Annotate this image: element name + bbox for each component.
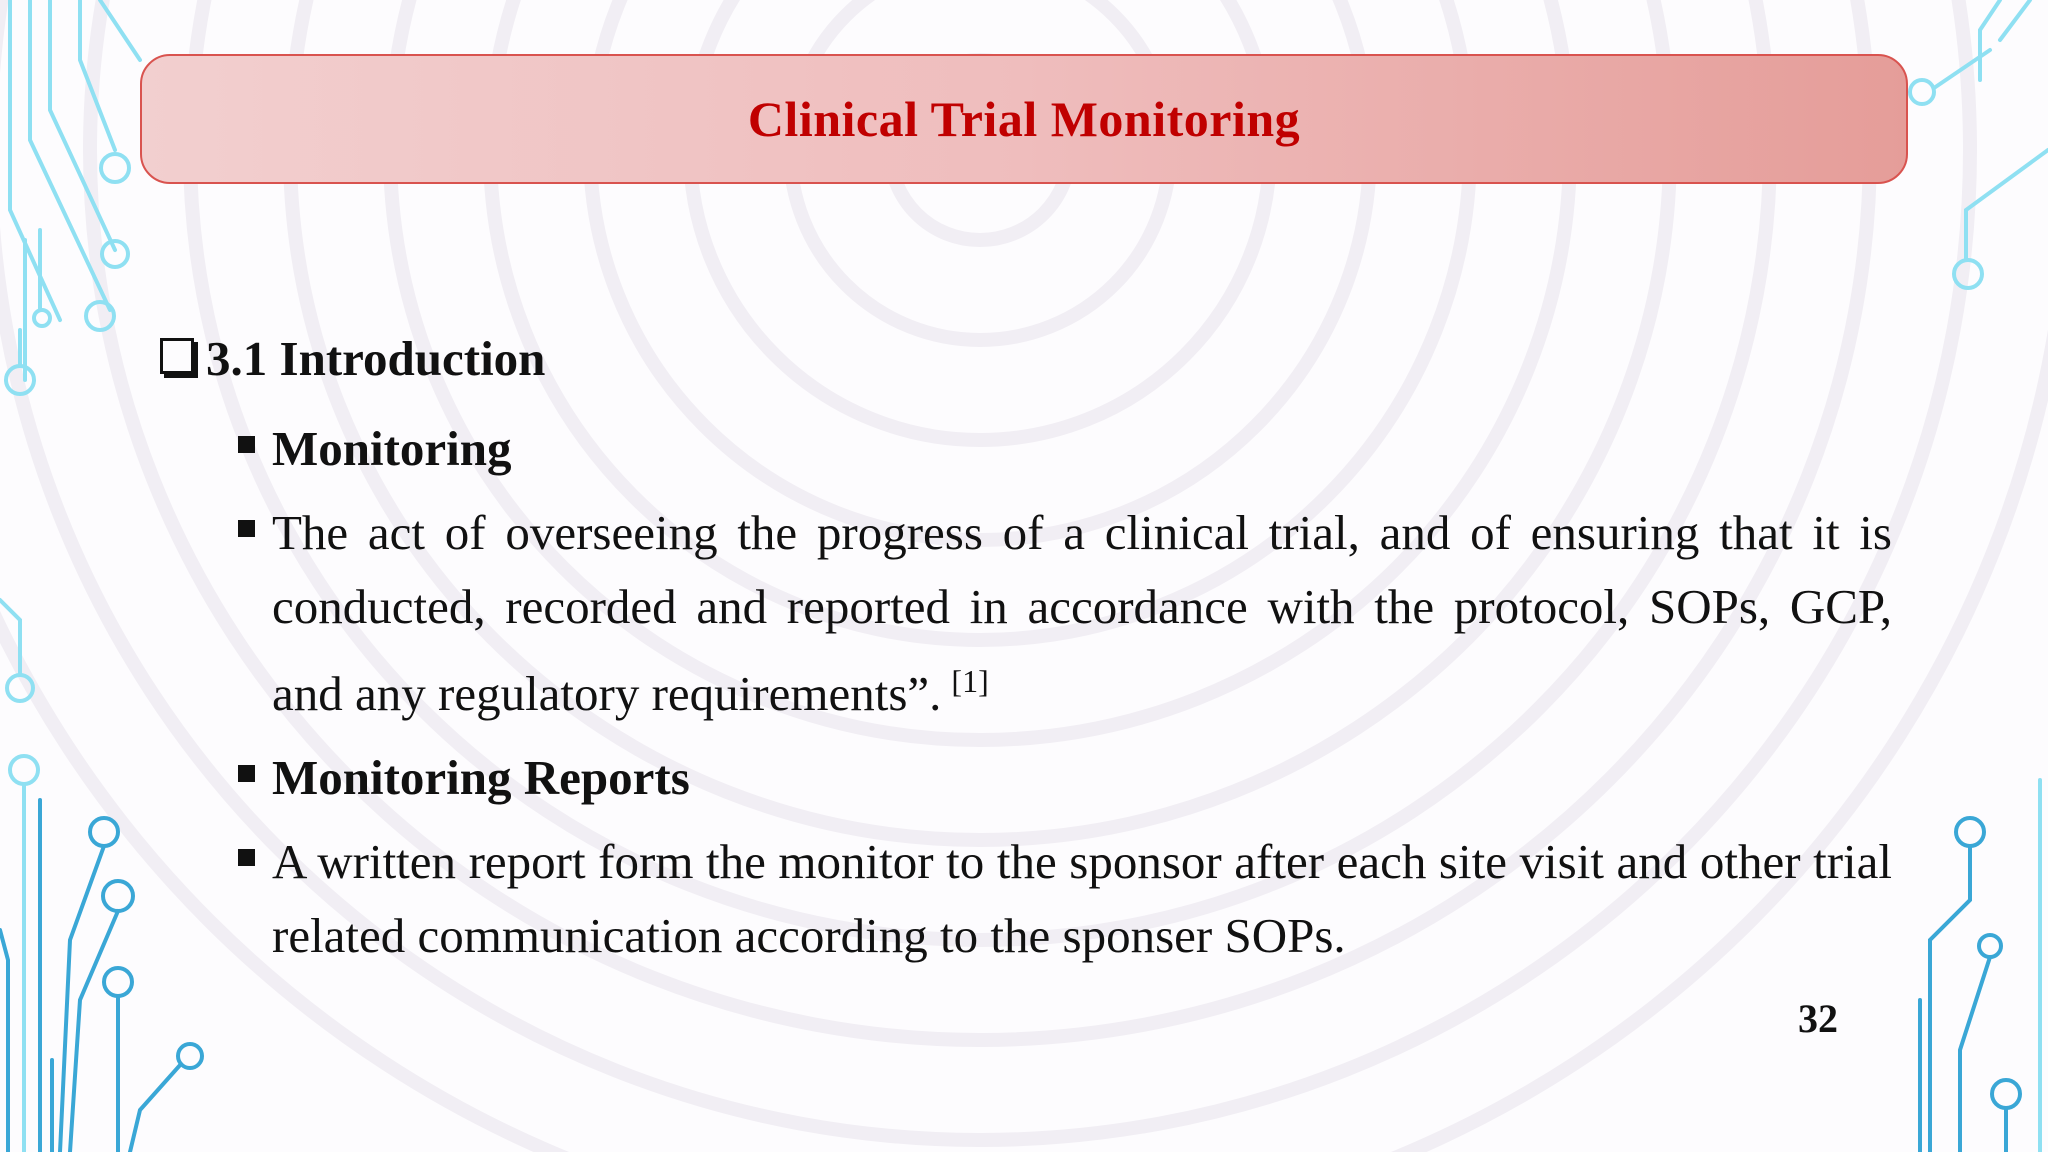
bullet-item: [236, 741, 1892, 815]
bullet-list: [236, 412, 1892, 983]
checkbox-icon: [160, 338, 194, 374]
bullet-item: [236, 496, 1892, 731]
square-bullet-icon: [238, 520, 255, 537]
square-bullet-icon: [238, 765, 255, 782]
bullet-text: A written report form the monitor to the sponsor after each site visit and other trial related communication according to the sponser SOPs.: [272, 834, 1892, 963]
title-bar: [140, 54, 1908, 184]
page-number: 32: [1798, 996, 1838, 1041]
square-bullet-icon: [238, 436, 255, 453]
bullet-item: [236, 412, 1892, 486]
bullet-text: The act of overseeing the progress of a clinical trial, and of ensuring that it is conducted, recorded and reported in accordance with the protocol, SOPs, GCP, and any regulatory requirements”.: [272, 505, 1892, 721]
square-bullet-icon: [238, 849, 255, 866]
bullet-text: Monitoring Reports: [272, 750, 690, 805]
slide-title: Clinical Trial Monitoring: [747, 91, 1301, 147]
section-heading: [160, 330, 545, 387]
citation-marker: [1]: [951, 663, 989, 699]
section-heading-text: 3.1 Introduction: [206, 331, 546, 386]
bullet-text: Monitoring: [272, 421, 512, 476]
bullet-item: [236, 825, 1892, 973]
